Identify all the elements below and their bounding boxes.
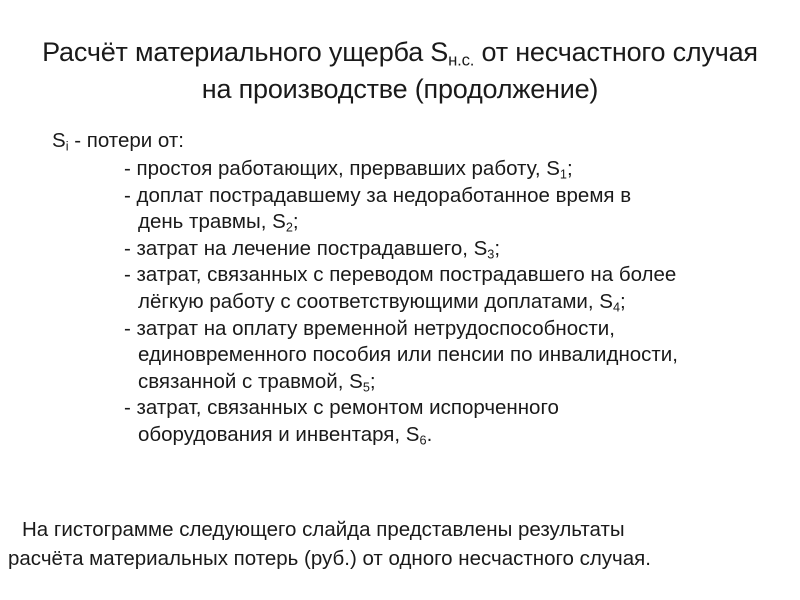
title-line-1: Расчёт материального ущерба $S_{н.с.}$ от несчастного случая [42,37,758,70]
footer-note [0,515,800,573]
footer-line-2: расчёта материальных потерь (руб.) от одного несчастного случая. [8,547,651,570]
list-item: - доплат пострадавшему за недоработанное время в день травмы, $S_2$; [124,183,632,235]
list-item: - простоя работающих, прервавших работу, $S_1$; [124,157,573,182]
list-item: - затрат, связанных с переводом пострадавшего на более лёгкую работу с соответствующими доплатами, $S_4$; [124,263,677,315]
list-item: - затрат, связанных с ремонтом испорченного оборудования и инвентаря, $S_6$. [124,396,559,448]
title-subscript: н.с. [448,50,475,70]
title-line-2: на производстве (продолжение) [201,74,599,104]
slide-title [0,34,800,108]
list-item: - затрат на оплату временной нетрудоспособности, единовременного пособия или пенсии по инвалидности, связанной с травмой, $S_5$; [124,316,678,395]
losses-intro: $S_i$ - потери от: [52,129,184,154]
footer-line-1: На гистограмме следующего слайда представлены результаты [22,518,625,541]
list-item: - затрат на лечение пострадавшего, $S_3$; [124,236,501,262]
losses-list [124,156,678,449]
